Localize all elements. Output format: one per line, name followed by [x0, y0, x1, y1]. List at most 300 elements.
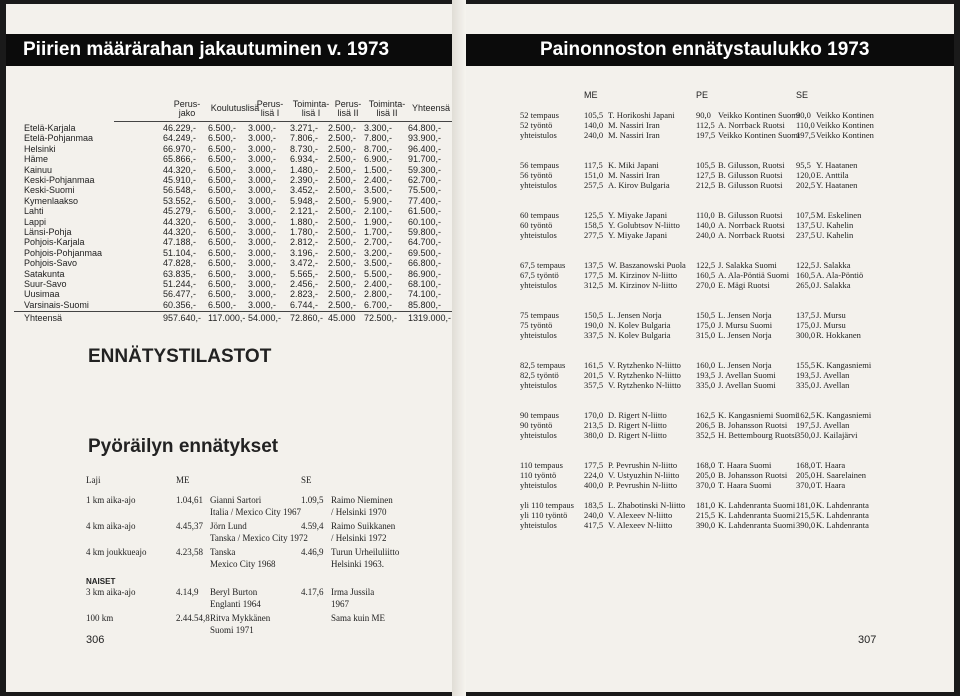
col-header-text: Perus- jako	[173, 99, 201, 118]
result-value: 277,5	[584, 230, 604, 240]
result-value: 197,5	[696, 130, 716, 140]
amount-cell: 2.500,-	[328, 237, 357, 248]
header-rule	[114, 121, 454, 122]
amount-cell: 2.500,-	[328, 164, 357, 175]
subsection-title: Pyöräilyn ennätykset	[88, 436, 279, 457]
result-value: 315,0	[696, 330, 716, 340]
amount-cell: 6.500,-	[208, 164, 237, 175]
amount-cell: 2.500,-	[328, 175, 357, 185]
amount-cell: 86.900,-	[408, 268, 442, 279]
holder-name: H. Bettembourg Ruotsi	[718, 430, 797, 440]
amount-cell: 72.500,-	[364, 313, 398, 324]
result-value: 107,5	[796, 210, 816, 220]
result-value: 265,0	[796, 280, 816, 290]
holder-name: N. Kolev Bulgaria	[608, 330, 671, 340]
amount-cell: 44.320,-	[163, 164, 197, 175]
event-label: yli 110 tempaus	[520, 500, 574, 510]
amount-cell: 65.866,-	[163, 154, 197, 165]
event-label: 67,5 tempaus	[520, 260, 566, 270]
holder-name: V. Ustyuzhin N-liitto	[608, 470, 680, 480]
holder-name: W. Baszanowski Puola	[608, 260, 686, 270]
amount-cell: 6.500,-	[208, 299, 237, 310]
amount-cell: 6.934,-	[290, 154, 319, 165]
result-value: 240,0	[584, 510, 604, 520]
amount-cell: 3.452,-	[290, 185, 319, 196]
amount-cell: 6.500,-	[208, 289, 237, 300]
amount-cell: 62.700,-	[408, 175, 442, 185]
amount-cell: 6.500,-	[208, 133, 237, 144]
holder-name: B. Johansson Ruotsi	[718, 470, 788, 480]
amount-cell: 3.200,-	[364, 247, 393, 258]
result-value: 160,5	[796, 270, 816, 280]
result-value: 237,5	[796, 230, 816, 240]
holder-name: J. Avellan Suomi	[718, 370, 776, 380]
cycling-table	[6, 474, 458, 674]
amount-cell: 74.100,-	[408, 289, 442, 300]
holder-name: J. Salakka	[816, 280, 851, 290]
amount-cell: 3.500,-	[364, 258, 393, 269]
result-value: 370,0	[696, 480, 716, 490]
amount-cell: 93.900,-	[408, 133, 442, 144]
holder-name: E. Anttila	[816, 170, 849, 180]
amount-cell: 44.320,-	[163, 216, 197, 227]
amount-cell: 6.500,-	[208, 195, 237, 206]
result-value: 150,5	[696, 310, 716, 320]
amount-cell: 5.948,-	[290, 195, 319, 206]
holder-name: Veikko Kontinen	[816, 120, 874, 130]
holder-name: K. Miki Japani	[608, 160, 659, 170]
holder-name: T. Haara Suomi	[718, 460, 772, 470]
col-header-text: Toiminta- lisä I	[292, 99, 330, 118]
district-name: Pohjois-Pohjanmaa	[24, 247, 103, 258]
district-name: Keski-Suomi	[24, 185, 75, 196]
amount-cell: 3.000,-	[248, 299, 277, 310]
amount-cell: 1.880,-	[290, 216, 319, 227]
result-value: 117,5	[584, 160, 603, 170]
amount-cell: 60.100,-	[408, 216, 442, 227]
me-time-cell: 2.44.54,8	[176, 613, 210, 623]
result-value: 357,5	[584, 380, 604, 390]
se-cell: Turun Urheiluliitto Helsinki 1963.	[331, 547, 400, 569]
amount-cell: 2.500,-	[328, 299, 357, 310]
event-cell: 4 km aika-ajo	[86, 521, 136, 531]
result-value: 201,5	[584, 370, 604, 380]
result-value: 160,5	[696, 270, 716, 280]
section-title: ENNÄTYSTILASTOT	[88, 346, 272, 367]
holder-name: A. Ala-Pöntiä Suomi	[718, 270, 790, 280]
event-label: yhteistulos	[520, 330, 557, 340]
result-value: 140,0	[584, 120, 604, 130]
event-cell: 3 km aika-ajo	[86, 587, 136, 597]
holder-name: Veikko Kontinen Suomi	[718, 110, 801, 120]
holder-name: B. Johansson Ruotsi	[718, 420, 788, 430]
result-value: 190,0	[584, 320, 604, 330]
col-header-se: SE	[796, 90, 809, 100]
amount-cell: 45.910,-	[163, 175, 197, 185]
event-label: 90 työntö	[520, 420, 553, 430]
page-number-left: 306	[86, 634, 105, 646]
amount-cell: 3.500,-	[364, 185, 393, 196]
amount-cell: 6.500,-	[208, 268, 237, 279]
result-value: 202,5	[796, 180, 816, 190]
amount-cell: 1.480,-	[290, 164, 319, 175]
amount-cell: 3.000,-	[248, 133, 277, 144]
holder-name: L. Jensen Norja	[718, 310, 772, 320]
holder-name: T. Haara	[816, 460, 846, 470]
holder-name: B. Gilusson Ruotsi	[718, 210, 783, 220]
amount-cell: 8.730,-	[290, 143, 319, 154]
amount-cell: 51.104,-	[163, 247, 197, 258]
result-value: 120,0	[796, 170, 816, 180]
amount-cell: 96.400,-	[408, 143, 442, 154]
event-label: 110 työntö	[520, 470, 557, 480]
event-label: 82,5 tempaus	[520, 360, 566, 370]
result-value: 370,0	[796, 480, 816, 490]
amount-cell: 3.000,-	[248, 247, 277, 258]
amount-cell: 6.500,-	[208, 206, 237, 217]
amount-cell: 6.500,-	[208, 216, 237, 227]
holder-name: J. Kailajärvi	[816, 430, 858, 440]
holder-name: K. Lahdenranta Suomi	[718, 510, 796, 520]
amount-cell: 2.500,-	[328, 216, 357, 227]
result-value: 380,0	[584, 430, 604, 440]
amount-cell: 3.000,-	[248, 195, 277, 206]
holder-name: M. Kirzinov N-liitto	[608, 270, 678, 280]
amount-cell: 46.229,-	[163, 123, 197, 133]
amount-cell: 2.500,-	[328, 185, 357, 196]
event-label: yhteistulos	[520, 430, 557, 440]
result-value: 137,5	[584, 260, 604, 270]
amount-cell: 1.900,-	[364, 216, 393, 227]
amount-cell: 6.500,-	[208, 123, 237, 133]
amount-cell: 68.100,-	[408, 279, 442, 289]
amount-cell: 45.279,-	[163, 206, 197, 217]
col-header: Laji	[86, 475, 101, 485]
event-label: 52 tempaus	[520, 110, 559, 120]
result-value: 162,5	[796, 410, 816, 420]
holder-name: V. Rytzhenko N-liitto	[608, 370, 681, 380]
amount-cell: 2.121,-	[290, 206, 319, 217]
result-value: 170,0	[584, 410, 604, 420]
holder-name: V. Rytzhenko N-liitto	[608, 360, 681, 370]
holder-name: J. Salakka Suomi	[718, 260, 777, 270]
me-cell: Jörn Lund Tanska / Mexico City 1972	[210, 521, 308, 543]
col-header-text: Perus- lisä I	[256, 99, 284, 118]
event-label: yhteistulos	[520, 520, 557, 530]
amount-cell: 2.500,-	[328, 123, 357, 133]
holder-name: T. Haara	[816, 480, 846, 490]
result-value: 312,5	[584, 280, 604, 290]
col-header	[408, 104, 454, 113]
result-value: 160,0	[696, 360, 716, 370]
col-header-text: Yhteensä	[411, 103, 451, 113]
holder-name: J. Mursu Suomi	[718, 320, 773, 330]
amount-cell: 2.456,-	[290, 279, 319, 289]
me-cell: Ritva Mykkänen Suomi 1971	[210, 613, 271, 635]
amount-cell: 957.640,-	[163, 313, 202, 324]
result-value: 90,0	[696, 110, 711, 120]
holder-name: V. Alexeev N-liitto	[608, 520, 673, 530]
event-label: 67,5 työntö	[520, 270, 559, 280]
result-value: 215,5	[696, 510, 716, 520]
result-value: 168,0	[796, 460, 816, 470]
holder-name: B. Gilusson Ruotsi	[718, 170, 783, 180]
result-value: 213,5	[584, 420, 604, 430]
amount-cell: 6.900,-	[364, 154, 393, 165]
amount-cell: 2.500,-	[328, 247, 357, 258]
holder-name: N. Kolev Bulgaria	[608, 320, 671, 330]
district-name: Kainuu	[24, 164, 53, 175]
book-gutter	[452, 0, 466, 696]
amount-cell: 117.000,-	[208, 313, 246, 324]
amount-cell: 64.700,-	[408, 237, 442, 248]
result-value: 337,5	[584, 330, 604, 340]
amount-cell: 3.000,-	[248, 175, 277, 185]
me-time-cell: 4.45,37	[176, 521, 203, 531]
holder-name: A. Kirov Bulgaria	[608, 180, 670, 190]
col-header: ME	[176, 475, 190, 485]
amount-cell: 3.000,-	[248, 227, 277, 237]
amount-cell: 69.500,-	[408, 247, 442, 258]
se-time-cell: 4.46,9	[301, 547, 324, 557]
amount-cell: 2.500,-	[328, 227, 357, 237]
amount-cell: 3.000,-	[248, 164, 277, 175]
district-name: Varsinais-Suomi	[24, 299, 89, 310]
holder-name: J. Avellan	[816, 380, 850, 390]
amount-cell: 63.835,-	[163, 268, 197, 279]
col-header	[250, 100, 290, 118]
amount-cell: 7.800,-	[364, 133, 393, 144]
district-name: Yhteensä	[24, 313, 63, 324]
amount-cell: 6.500,-	[208, 247, 237, 258]
se-cell: Irma Jussila 1967	[331, 587, 375, 609]
amount-cell: 75.500,-	[408, 185, 442, 196]
holder-name: J. Avellan	[816, 370, 850, 380]
holder-name: J. Avellan Suomi	[718, 380, 776, 390]
amount-cell: 5.900,-	[364, 195, 393, 206]
result-value: 105,5	[696, 160, 716, 170]
result-value: 90,0	[796, 110, 811, 120]
holder-name: Veikko Kontinen	[816, 130, 874, 140]
district-name: Uusimaa	[24, 289, 60, 300]
amount-cell: 3.000,-	[248, 279, 277, 289]
col-header	[328, 100, 368, 118]
event-label: 110 tempaus	[520, 460, 563, 470]
col-header-text: Toiminta- lisä II	[368, 99, 406, 118]
event-cell: 1 km aika-ajo	[86, 495, 136, 505]
result-value: 212,5	[696, 180, 716, 190]
holder-name: V. Alexeev N-liitto	[608, 510, 673, 520]
district-name: Pohjois-Savo	[24, 258, 78, 269]
page-title-right: Painonnoston ennätystaulukko 1973	[466, 34, 954, 66]
holder-name: K. Kangasniemi	[816, 360, 872, 370]
event-label: yhteistulos	[520, 280, 557, 290]
amount-cell: 7.806,-	[290, 133, 319, 144]
holder-name: A. Norrback Ruotsi	[718, 230, 785, 240]
amount-cell: 85.800,-	[408, 299, 442, 310]
holder-name: K. Lahdenranta	[816, 520, 869, 530]
result-value: 161,5	[584, 360, 604, 370]
holder-name: A. Norrback Ruotsi	[718, 120, 785, 130]
result-value: 257,5	[584, 180, 604, 190]
holder-name: L. Jensen Norja	[718, 330, 772, 340]
holder-name: M. Eskelinen	[816, 210, 862, 220]
amount-cell: 1.700,-	[364, 227, 393, 237]
holder-name: U. Kahelin	[816, 220, 854, 230]
district-name: Lahti	[24, 206, 44, 217]
page-number-right: 307	[858, 634, 877, 646]
district-name: Etelä-Pohjanmaa	[24, 133, 94, 144]
amount-cell: 3.271,-	[290, 123, 319, 133]
holder-name: M. Nassiri Iran	[608, 170, 660, 180]
result-value: 122,5	[696, 260, 716, 270]
holder-name: K. Kangasniemi Suomi	[718, 410, 798, 420]
result-value: 177,5	[584, 270, 604, 280]
event-label: 82,5 työntö	[520, 370, 559, 380]
result-value: 150,5	[584, 310, 604, 320]
result-value: 110,0	[696, 210, 715, 220]
amount-cell: 2.400,-	[364, 279, 393, 289]
event-label: yhteistulos	[520, 230, 557, 240]
se-cell: Raimo Suikkanen / Helsinki 1972	[331, 521, 396, 543]
amount-cell: 2.500,-	[328, 206, 357, 217]
holder-name: L. Jensen Norja	[608, 310, 662, 320]
holder-name: L. Zhabotinski N-liitto	[608, 500, 686, 510]
amount-cell: 3.000,-	[248, 143, 277, 154]
col-header	[165, 100, 209, 118]
district-name: Lappi	[24, 216, 47, 227]
amount-cell: 6.500,-	[208, 154, 237, 165]
amount-cell: 3.000,-	[248, 123, 277, 133]
result-value: 137,5	[796, 220, 816, 230]
amount-cell: 91.700,-	[408, 154, 442, 165]
holder-name: P. Pevrushin N-liitto	[608, 480, 678, 490]
total-rule	[14, 311, 454, 312]
amount-cell: 3.196,-	[290, 247, 319, 258]
holder-name: K. Kangasniemi	[816, 410, 872, 420]
amount-cell: 2.400,-	[364, 175, 393, 185]
amount-cell: 1.500,-	[364, 164, 393, 175]
result-value: 137,5	[796, 310, 816, 320]
amount-cell: 2.500,-	[328, 143, 357, 154]
amount-cell: 60.356,-	[163, 299, 197, 310]
amount-cell: 6.500,-	[208, 279, 237, 289]
result-value: 417,5	[584, 520, 604, 530]
result-value: 181,0	[696, 500, 716, 510]
amount-cell: 2.800,-	[364, 289, 393, 300]
result-value: 224,0	[584, 470, 604, 480]
holder-name: J. Mursu	[816, 310, 846, 320]
result-value: 158,5	[584, 220, 604, 230]
col-header: SE	[301, 475, 312, 485]
result-value: 352,5	[696, 430, 716, 440]
holder-name: K. Lahdenranta Suomi	[718, 500, 796, 510]
amount-cell: 3.000,-	[248, 185, 277, 196]
result-value: 110,0	[796, 120, 815, 130]
holder-name: H. Saarelainen	[816, 470, 867, 480]
event-label: 90 tempaus	[520, 410, 559, 420]
amount-cell: 2.500,-	[328, 195, 357, 206]
amount-cell: 6.500,-	[208, 175, 237, 185]
event-cell: 100 km	[86, 613, 114, 623]
col-header	[364, 100, 410, 118]
holder-name: K. Lahdenranta	[816, 500, 869, 510]
result-value: 162,5	[696, 410, 716, 420]
amount-cell: 5.500,-	[364, 268, 393, 279]
result-value: 112,5	[696, 120, 715, 130]
amount-cell: 44.320,-	[163, 227, 197, 237]
amount-cell: 2.500,-	[328, 289, 357, 300]
district-name: Kymenlaakso	[24, 195, 79, 206]
amount-cell: 3.000,-	[248, 154, 277, 165]
amount-cell: 64.249,-	[163, 133, 197, 144]
se-cell: Raimo Nieminen / Helsinki 1970	[331, 495, 393, 517]
amount-cell: 45.000	[328, 313, 356, 324]
result-value: 205,0	[796, 470, 816, 480]
amount-cell: 1.780,-	[290, 227, 319, 237]
holder-name: Y. Miyake Japani	[608, 230, 668, 240]
result-value: 151,0	[584, 170, 604, 180]
me-time-cell: 1.04,61	[176, 495, 203, 505]
result-value: 183,5	[584, 500, 604, 510]
result-value: 105,5	[584, 110, 604, 120]
holder-name: Y. Haatanen	[816, 160, 858, 170]
result-value: 193,5	[796, 370, 816, 380]
col-header-pe: PE	[696, 90, 709, 100]
amount-cell: 2.500,-	[328, 279, 357, 289]
result-value: 350,0	[796, 430, 816, 440]
event-label: yhteistulos	[520, 380, 557, 390]
amount-cell: 3.300,-	[364, 123, 393, 133]
amount-cell: 2.700,-	[364, 237, 393, 248]
holder-name: K. Lahdenranta Suomi	[718, 520, 796, 530]
amount-cell: 47.188,-	[163, 237, 197, 248]
holder-name: Veikko Kontinen Suomi	[718, 130, 801, 140]
amount-cell: 6.744,-	[290, 299, 319, 310]
holder-name: Y. Haatanen	[816, 180, 858, 190]
holder-name: T. Haara Suomi	[718, 480, 772, 490]
me-time-cell: 4.14,9	[176, 587, 199, 597]
holder-name: L. Jensen Norja	[718, 360, 772, 370]
page-title-left: Piirien määrärahan jakautuminen v. 1973	[6, 34, 458, 66]
district-name: Etelä-Karjala	[24, 123, 76, 133]
holder-name: T. Horikoshi Japani	[608, 110, 675, 120]
amount-cell: 3.000,-	[248, 289, 277, 300]
right-page	[466, 4, 954, 692]
col-header-me: ME	[584, 90, 598, 100]
result-value: 175,0	[796, 320, 816, 330]
se-time-cell: 1.09,5	[301, 495, 324, 505]
district-name: Suur-Savo	[24, 279, 67, 289]
amount-cell: 2.500,-	[328, 154, 357, 165]
result-value: 155,5	[796, 360, 816, 370]
col-header-text: Perus- lisä II	[334, 99, 362, 118]
holder-name: Y. Golubtsov N-liitto	[608, 220, 680, 230]
result-value: 390,0	[796, 520, 816, 530]
amount-cell: 47.828,-	[163, 258, 197, 269]
result-value: 335,0	[796, 380, 816, 390]
event-label: 60 työntö	[520, 220, 553, 230]
district-name: Häme	[24, 154, 49, 165]
amount-cell: 6.500,-	[208, 143, 237, 154]
me-cell: Tanska Mexico City 1968	[210, 547, 276, 569]
holder-name: D. Rigert N-liitto	[608, 410, 667, 420]
amount-cell: 3.000,-	[248, 216, 277, 227]
holder-name: R. Hokkanen	[816, 330, 861, 340]
holder-name: J. Salakka	[816, 260, 851, 270]
se-time-cell: 4.17,6	[301, 587, 324, 597]
result-value: 122,5	[796, 260, 816, 270]
